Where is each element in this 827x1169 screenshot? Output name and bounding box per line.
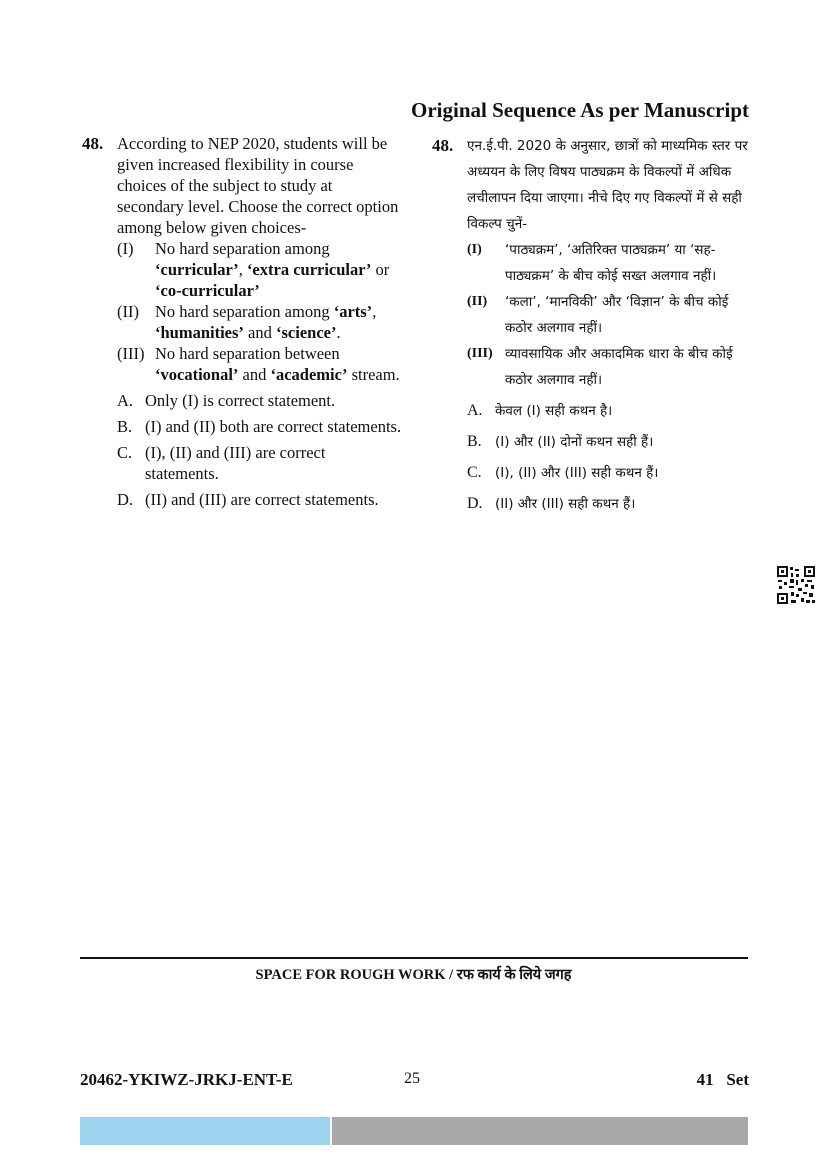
option-text: (II) और (III) सही कथन हैं। (495, 496, 636, 512)
option-label: A. (117, 391, 134, 410)
option-text: (I) और (II) दोनों कथन सही हैं। (495, 434, 654, 450)
option-label: D. (117, 490, 134, 509)
option-label: D. (467, 495, 483, 512)
option-text: (I), (II) और (III) सही कथन हैं। (495, 465, 659, 481)
option-b (467, 429, 752, 455)
statement-item (117, 238, 402, 301)
option-label: B. (117, 417, 133, 436)
page-number: 25 (404, 1070, 420, 1087)
footer-bar-gray (332, 1117, 748, 1145)
option-text: (I) and (II) both are correct statements. (145, 417, 402, 436)
question-number: 48. (82, 134, 104, 153)
option-text: (II) and (III) are correct statements. (145, 490, 379, 509)
statement-item (467, 341, 752, 393)
option-c (117, 442, 402, 484)
option-c (467, 460, 752, 486)
statement-item (117, 343, 402, 385)
statement-number: (II) (117, 302, 139, 321)
statement-item (467, 237, 752, 289)
question-text: According to NEP 2020, students will be given increased flexibility in course choices of the subject to study at secondary level. Choose the correct option among below given choices- (117, 134, 399, 237)
rough-work-label: SPACE FOR ROUGH WORK / रफ कार्य के लिये जगह (255, 967, 572, 983)
statement-number: (II) (467, 294, 488, 309)
qr-code-icon (776, 565, 816, 605)
statement-number: (I) (467, 242, 482, 257)
option-label: C. (117, 443, 133, 462)
statement-text: No hard separation among ‘curricular’, ‘extra curricular’ or ‘co-curricular’ (155, 239, 390, 300)
option-text: Only (I) is correct statement. (145, 391, 336, 410)
statement-text: ‘कला’, ‘मानविकी’ और ‘विज्ञान’ के बीच कोई कठोर अलगाव नहीं। (505, 294, 729, 336)
option-a (117, 390, 402, 411)
set-label: 41 Set (696, 1070, 749, 1089)
statement-text: No hard separation among ‘arts’, ‘humanities’ and ‘science’. (155, 302, 377, 342)
option-label: C. (467, 464, 482, 481)
statement-number: (I) (117, 239, 134, 258)
option-label: B. (467, 433, 482, 450)
statement-number: (III) (467, 346, 493, 361)
footer-bar-blue (80, 1117, 330, 1145)
option-label: A. (467, 402, 483, 419)
statement-item (117, 301, 402, 343)
option-d (467, 491, 752, 517)
question-english (82, 133, 402, 510)
option-d (117, 489, 402, 510)
option-text: (I), (II) and (III) are correct statements. (145, 443, 326, 483)
question-number: 48. (432, 136, 454, 155)
option-text: केवल (I) सही कथन है। (495, 403, 613, 419)
statement-text: No hard separation between ‘vocational’ and ‘academic’ stream. (155, 344, 400, 384)
option-a (467, 398, 752, 424)
option-b (117, 416, 402, 437)
statement-text: व्यावसायिक और अकादमिक धारा के बीच कोई कठोर अलगाव नहीं। (505, 346, 733, 388)
paper-code: 20462-YKIWZ-JRKJ-ENT-E (80, 1070, 293, 1089)
statement-number: (III) (117, 344, 145, 363)
statement-item (467, 289, 752, 341)
statement-text: ‘पाठ्यक्रम’, ‘अतिरिक्त पाठ्यक्रम’ या ‘सह-पाठ्यक्रम’ के बीच कोई सख्त अलगाव नहीं। (505, 242, 717, 284)
question-hindi (432, 133, 752, 517)
page-title: Original Sequence As per Manuscript (411, 98, 749, 122)
divider (80, 957, 748, 959)
question-text: एन.ई.पी. 2020 के अनुसार, छात्रों को माध्यमिक स्तर पर अध्ययन के लिए विषय पाठ्यक्रम के विकल्पों में अधिक लचीलापन दिया जाएगा। नीचे दिए गए विकल्पों में से सही विकल्प चुनें- (467, 138, 748, 232)
